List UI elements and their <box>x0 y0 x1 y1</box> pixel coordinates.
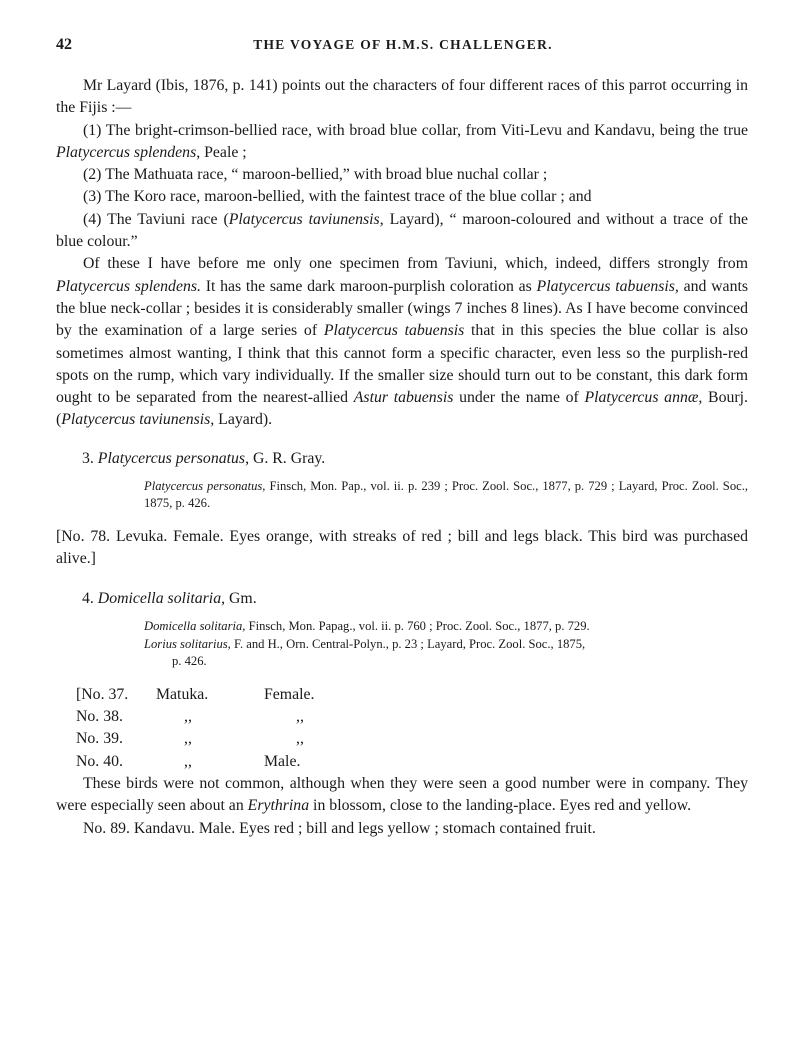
species-4-heading: 4. Domicella solitaria, Gm. <box>82 590 257 608</box>
taxon-name: Platycercus taviunensis <box>228 210 380 228</box>
taxon-name: Platycercus tabuensis <box>323 322 465 340</box>
species-3-reference: Platycercus personatus, Finsch, Mon. Pap., vol. ii. p. 239 ; Proc. Zool. Soc., 1877, p. 729 ; Layard, Proc. Zool. Soc., 1875, p. 426. <box>144 478 748 511</box>
main-text <box>56 75 748 840</box>
running-head: THE VOYAGE OF H.M.S. CHALLENGER. <box>253 37 553 52</box>
table-row: [No. 37. Matuka. Female. <box>76 685 315 703</box>
table-row: No. 39. ,, ,, <box>76 730 304 748</box>
discussion-paragraph: Of these I have before me only one specimen from Taviuni, which, indeed, differs strongly from Platycercus splendens. It has the same dark maroon-purplish coloration as Platycercus tabuensis, and wants the blue neck-collar ; besides it is considerably smaller (wings 7 inches 8 lines). As I have become convinced by the examination of a large series of Platycercus tabuensis that in this species the blue collar is also sometimes almost wanting, I think that this cannot form a specific character, even less so the purplish-red spots on the rump, which vary individually. If the smaller size should turn out to be constant, this dark form ought to be separated from the nearest-allied Astur tabuensis under the name of Platycercus annæ, Bourj. (Platycercus taviunensis, Layard). <box>56 255 749 429</box>
race-2: (2) The Mathuata race, “ maroon-bellied,” with broad blue nuchal collar ; <box>83 166 548 184</box>
race-3: (3) The Koro race, maroon-bellied, with the faintest trace of the blue collar ; and <box>83 188 592 206</box>
species-name: Platycercus personatus <box>97 449 246 467</box>
taxon-name: Astur tabuensis <box>353 389 454 407</box>
taxon-name: Platycercus tabuensis, <box>536 277 679 295</box>
page-number: 42 <box>56 36 72 53</box>
table-row: No. 38. ,, ,, <box>76 708 304 726</box>
intro-paragraph: Mr Layard (Ibis, 1876, p. 141) points out the characters of four different races of this parrot occurring in the Fijis :— <box>56 77 748 117</box>
species-3-heading: 3. Platycercus personatus, G. R. Gray. <box>82 449 326 467</box>
race-1: (1) The bright-crimson-bellied race, with broad blue collar, from Viti-Levu and Kandavu, being the true Platycercus splendens, Peale ; <box>56 121 748 161</box>
specimen-table <box>56 684 396 773</box>
race-4: (4) The Taviuni race (Platycercus taviunensis, Layard), “ maroon-coloured and without a trace of the blue colour.” <box>56 210 748 251</box>
page-header <box>56 36 750 58</box>
taxon-name: Platycercus splendens <box>56 143 197 161</box>
species-name: Domicella solitaria <box>97 590 222 608</box>
species-3-specimen-note: [No. 78. Levuka. Female. Eyes orange, with streaks of red ; bill and legs black. This bird was purchased alive.] <box>56 527 748 568</box>
taxon-name: Erythrina <box>247 797 310 815</box>
species-4-reference-2: Lorius solitarius, F. and H., Orn. Central-Polyn., p. 23 ; Layard, Proc. Zool. Soc., 1875, p. 426. <box>144 636 586 669</box>
taxon-name: Platycercus taviunensis, <box>61 411 215 429</box>
taxon-name: Platycercus splendens. <box>56 277 201 295</box>
taxon-name: Platycercus annæ, <box>584 389 703 407</box>
table-row: No. 40. ,, Male. <box>76 752 301 770</box>
species-4-last-note: No. 89. Kandavu. Male. Eyes red ; bill and legs yellow ; stomach contained fruit. <box>83 819 596 837</box>
species-4-reference-1: Domicella solitaria, Finsch, Mon. Papag., vol. ii. p. 760 ; Proc. Zool. Soc., 1877, p. 729. <box>144 619 590 634</box>
species-4-observation: These birds were not common, although when they were seen a good number were in company. They were especially seen about an Erythrina in blossom, close to the landing-place. Eyes red and yellow. <box>56 775 748 815</box>
